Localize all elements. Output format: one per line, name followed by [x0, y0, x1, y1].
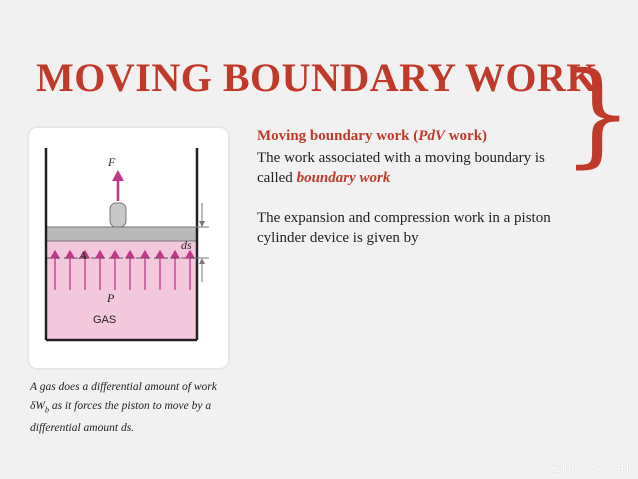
piston-figure [29, 128, 228, 368]
piston-cylinder-diagram [29, 128, 228, 368]
content-panel [257, 126, 567, 248]
caption-subscript: b [44, 405, 49, 415]
caption-text-3: ds [120, 422, 132, 435]
gas-label: GAS [93, 314, 117, 326]
pressure-label: P [107, 291, 115, 305]
ds-arrow-bottom [199, 258, 205, 264]
ds-arrow-top [199, 221, 205, 227]
caption-text-2: as it forces the piston to move by a differential amount [30, 400, 212, 435]
paragraph-1-text: The work associated with a moving boundary is called [257, 150, 545, 186]
paragraph-expansion-work: The expansion and compression work in a piston cylinder device is given by [257, 210, 551, 246]
subheading-italic: PdV [418, 128, 445, 144]
caption-text-4: . [131, 422, 135, 435]
author-watermark: KEITH VAUGH [545, 463, 630, 475]
caption-text-1: A gas does a differential amount of work δW [30, 381, 217, 412]
slide-title: MOVING BOUNDARY WORK [36, 55, 598, 100]
figure-caption [30, 378, 230, 438]
subheading-end: work) [444, 128, 488, 144]
subheading-start: Moving boundary work ( [257, 128, 419, 144]
piston-head [46, 227, 197, 241]
ds-label: ds [181, 238, 192, 252]
force-label: F [108, 155, 116, 169]
paragraph-boundary-work [257, 148, 567, 188]
boundary-work-term: boundary work [296, 170, 391, 186]
decorative-brace: } [562, 49, 634, 179]
piston-rod [110, 203, 126, 227]
subheading [257, 126, 567, 146]
area-label: A [79, 248, 87, 262]
force-arrowhead [112, 170, 124, 181]
